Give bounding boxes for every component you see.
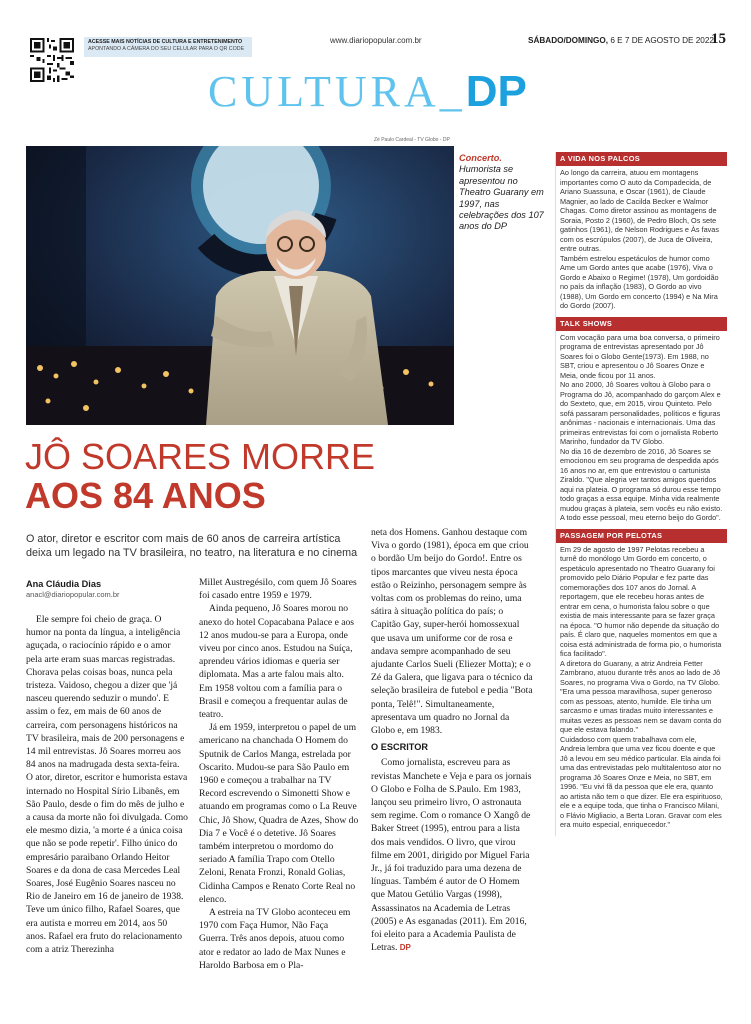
col2-paragraph: A estreia na TV Globo aconteceu em 1970 com Faça Humor, Não Faça Guerra. Três anos depois, atuou como ator e redator ao lado de Max Nunes e Haroldo Barbosa em o Pla- (199, 907, 351, 971)
caption-text: Humorista se apresentou no Theatro Guarany em 1997, nas celebrações dos 107 anos do DP (459, 164, 544, 232)
qr-code (30, 38, 74, 82)
stage-performer-image (26, 146, 454, 425)
qr-promo-banner (84, 37, 252, 57)
sidebar-paragraph: Com vocação para uma boa conversa, o primeiro programa de entrevistas apresentado por Jô Soares foi o Globo Gente(1973). Em 1988, no SBT, criou e apresentou o Jô Soares Onze e Meia, onde ficou por 11 anos. (560, 332, 720, 380)
col2-paragraph: Já em 1959, interpretou o papel de um americano na chanchada O Homem do Sputnik de Carlos Manga, estrelada por Oscarito. Mudou-se para São Paulo em 1960 e começou a trabalhar na TV Record escrevendo o Simonetti Show e atuando em programas como o La Reuve Chic, Jô Show, Quadra de Azes, Show do Dia 7 e Você é o detetive. Jô Soares também interpretou o mordomo do seriado A família Trapo com Otello Zeloni, Renata Fronzi, Ronald Golias, Cidinha Campos e Renato Corte Real no elenco. (199, 722, 359, 905)
sidebar-paragraph: No ano 2000, Jô Soares voltou à Globo para o Programa do Jô, acompanhado do garçom Alex e do Sexteto, que, em 2015, virou Quinteto. Pelo sofá passaram personalidades, políticos e figuras anônimas - nacionais e internacionais. Uma das primeiras entrevistas foi com o jornalista Roberto Marinho, fundador da TV Globo. (560, 380, 721, 446)
sidebar-box-title: TALK SHOWS (556, 317, 727, 331)
end-tag: DP (399, 943, 411, 953)
sidebar-paragraph: Ao longo da carreira, atuou em montagens importantes como O auto da Compadecida, de Ariano Suassuna, e Oscar (1961), de Claude Magnier, ao lado de Cacilda Becker e Walmor Chagas. Como diretor assinou as montagens de Soraia, Posto 2 (1960), de Pedro Bloch, Os sete gatinhos (1961), de Nelson Rodrigues e Às favas com os escrúpulos (2007), de Juca de Oliveira, entre outras. (560, 168, 720, 253)
promo-line2: APONTANDO A CÂMERA DO SEU CELULAR PARA O QR CODE (88, 46, 245, 52)
date-day: SÁBADO/DOMINGO, (528, 36, 609, 45)
section-title-word2: DP (465, 67, 527, 116)
col3-subhead: O ESCRITOR (371, 742, 429, 753)
col3-paragraph-text: Como jornalista, escreveu para as revistas Manchete e Veja e para os jornais O Globo e Folha de S.Paulo. Em 1983, lançou seu primeiro livro, O astronauta sem regime. Com o romance O Xangô de Baker Street (1995), entrou para a lista dos mais vendidos. O livro, que virou filme em 2001, dirigido por Miguel Faria Jr., já foi traduzido para uma dezena de línguas. Também é autor de O Homem que Matou Getúlio Vargas (1998), Assassinatos na Academia de Letras (2005) e As esganadas (2011). Em 2016, foi eleito para a Academia Paulista de Letras. (371, 757, 532, 954)
sidebar-box-vida-nos-palcos (556, 152, 727, 317)
edition-date (528, 36, 714, 45)
main-photo (26, 146, 454, 425)
sidebar-box-title: PASSAGEM POR PELOTAS (556, 529, 727, 543)
page-number: 15 (711, 31, 726, 47)
sidebar-paragraph: Também estrelou espetáculos de humor como Ame um Gordo antes que acabe (1976), Viva o Gordo e Abaixo o Regime! (1978), Um gordoidão no país da inflação (1983), O Gordo ao vivo (1988), Um Gordo em concerto (1994) e Na Mira do Gordo (2007). (560, 253, 719, 310)
col2-paragraph: Millet Austregésilo, com quem Jô Soares foi casado entre 1959 e 1979. (199, 577, 357, 602)
sidebar-paragraph: Em 29 de agosto de 1997 Pelotas recebeu a turnê do monólogo Um Gordo em concerto, o espetáculo apresentado no Theatro Guarany foi promovido pelo Diário Popular e fez parte das comemorações dos 107 anos do Jornal. A reportagem, que ele recebeu horas antes de entrar em cena, o humorista falou sobre o que existia de mais interessante para se fazer graça na época. "O humor não depende da situação do país. É claro que, naqueles momentos em que a coisa está administrada de forma pio, o humorista fica facilitado". (560, 544, 722, 658)
sidebar-box-body (556, 166, 727, 317)
author-name: Ana Cláudia Dias (26, 579, 102, 589)
col2-paragraph: Ainda pequeno, Jô Soares morou no anexo do hotel Copacabana Palace e aos 12 anos mudou-se para a Europa, onde viveu por cinco anos. Estudou na Suíça, aprendeu vários idiomas e queria ser diplomata. Mas a arte falou mais alto. Em 1958 voltou com a família para o Brasil e começou a frequentar aulas de teatro. (199, 603, 355, 721)
article-column-2 (199, 576, 359, 972)
headline-line1: JÔ SOARES MORRE (25, 436, 376, 477)
section-title-word1: CULTURA_ (208, 67, 466, 116)
headline-line2: AOS 84 ANOS (25, 475, 266, 516)
sidebar-box-body (556, 331, 727, 529)
sidebar-paragraph: Cuidadoso com quem trabalhava com ele, Andreia lembra que uma vez ficou doente e que Jô a levou em seu médico particular. Ela ainda foi uma das entrevistadas pelo multitalentoso ator no programa Jô Soares Onze e Meia, no SBT, em 1996. "Eu vivi fã da pessoa que ele era, quanto ao artista não tem o que dizer. Ele era espirituoso, ele e a equipe toda, que tinha o Francisco Milani, o Flávio Migliacio, a Berta Loran. Gravar com eles era muito especial, enriquecedor." (560, 734, 723, 829)
qr-code-icon (30, 38, 74, 82)
sidebar-box-talk-shows (556, 317, 727, 529)
sidebar-box-title: A VIDA NOS PALCOS (556, 152, 727, 166)
article-column-1: Ele sempre foi cheio de graça. O humor na ponta da língua, a inteligência aguçada, o raciocínio rápido e o amor pela arte eram suas marcas registradas. Chorava pelas coisas boas, nunca pela tristeza. Vaidoso, chegou a dizer que 'já nasceu querendo seduzir o mundo'. E assim o fez, em mais de 60 anos de carreira, com personagens históricos na TV brasileira, mais de 200 personagens e 14 mil entrevistas. Jô Soares morreu aos 84 anos na madrugada desta sexta-feira. O ator, diretor, escritor e humorista estava internado no Hospital Sírio Libanês, em São Paulo, desde o fim do mês de julho e a causa da morte não foi divulgada. Como ele mesmo dizia, 'a morte é a única coisa que não se pode repetir'. Filho único do empresário paraibano Orlando Heitor Soares e da dona de casa Mercedes Leal Soares, José Eugênio Soares nasceu no Rio de Janeiro em 16 de janeiro de 1938. Teve um único filho, Rafael Soares, que era autista e morreu em 2014, aos 50 anos. Rafael era fruto do relacionamento com a atriz Therezinha (26, 614, 188, 956)
col3-paragraph: neta dos Homens. Ganhou destaque com Viva o gordo (1981), época em que criou o bordão Um beijo do Gordo!. Entre os tipos marcantes que viveu nesta época estão o Reizinho, personagem sempre às voltas com os problemas do reino, uma sátira à situação política do país; o Capitão Gay, super-herói homossexual que usava um uniforme cor de rosa e andava sempre acompanhado de seu ajudante Carlos Sueli (Eliezer Motta); e o Zé da Galera, que ligava para o técnico da seleção brasileira de futebol e pedia "Bota ponta, Telê!". Simultaneamente, apresentava um quadro no Jornal da Globo e, em 1983. (371, 527, 533, 737)
photo-credit: Zé Paulo Cardeal - TV Globo - DP (374, 137, 450, 143)
col3-paragraph (371, 756, 533, 954)
website-url[interactable]: www.diariopopular.com.br (330, 36, 422, 45)
promo-line1: ACESSE MAIS NOTÍCIAS DE CULTURA E ENTRETENIMENTO (88, 39, 243, 45)
date-rest: 6 E 7 DE AGOSTO DE 2022 (610, 36, 714, 45)
article-deck: O ator, diretor e escritor com mais de 60 anos de carreira artística deixa um legado na TV brasileira, no teatro, na literatura e no cinema (26, 533, 358, 559)
photo-caption (459, 153, 551, 233)
article-column-3 (371, 526, 533, 955)
sidebar-box-body (556, 543, 727, 836)
sidebar-paragraph: No dia 16 de dezembro de 2016, Jô Soares se emocionou em seu programa de despedida após 16 anos no ar, em que entrevistou o cartunista Ziraldo. "Que alegria ver tantos amigos queridos aqui na plateia. O programa só durou esse tempo todo graças a essa equipe. Minha vida realmente mudou graças à plateia, sem vocês eu não existo. A todo esse pessoal, meu eterno beijo do Gordo". (560, 446, 723, 522)
sidebar (555, 152, 727, 836)
section-title (208, 67, 527, 117)
sidebar-paragraph: A diretora do Guarany, a atriz Andreia Fetter Zambrano, atuou durante três anos ao lado de Jô Soares, no programa Viva o Gordo, na TV Globo. "Era uma pessoa maravilhosa, super generoso com as pessoas, atento, humilde. Ele tinha um sarcasmo e umas tiradas muito interessantes e muitas vezes as pessoas nem se davam conta do que ele estava falando." (560, 658, 722, 734)
sidebar-box-passagem-por-pelotas (556, 529, 727, 836)
author-email[interactable]: anacl@diariopopular.com.br (26, 590, 120, 599)
article-headline (25, 437, 465, 516)
caption-title: Concerto. (459, 153, 502, 163)
